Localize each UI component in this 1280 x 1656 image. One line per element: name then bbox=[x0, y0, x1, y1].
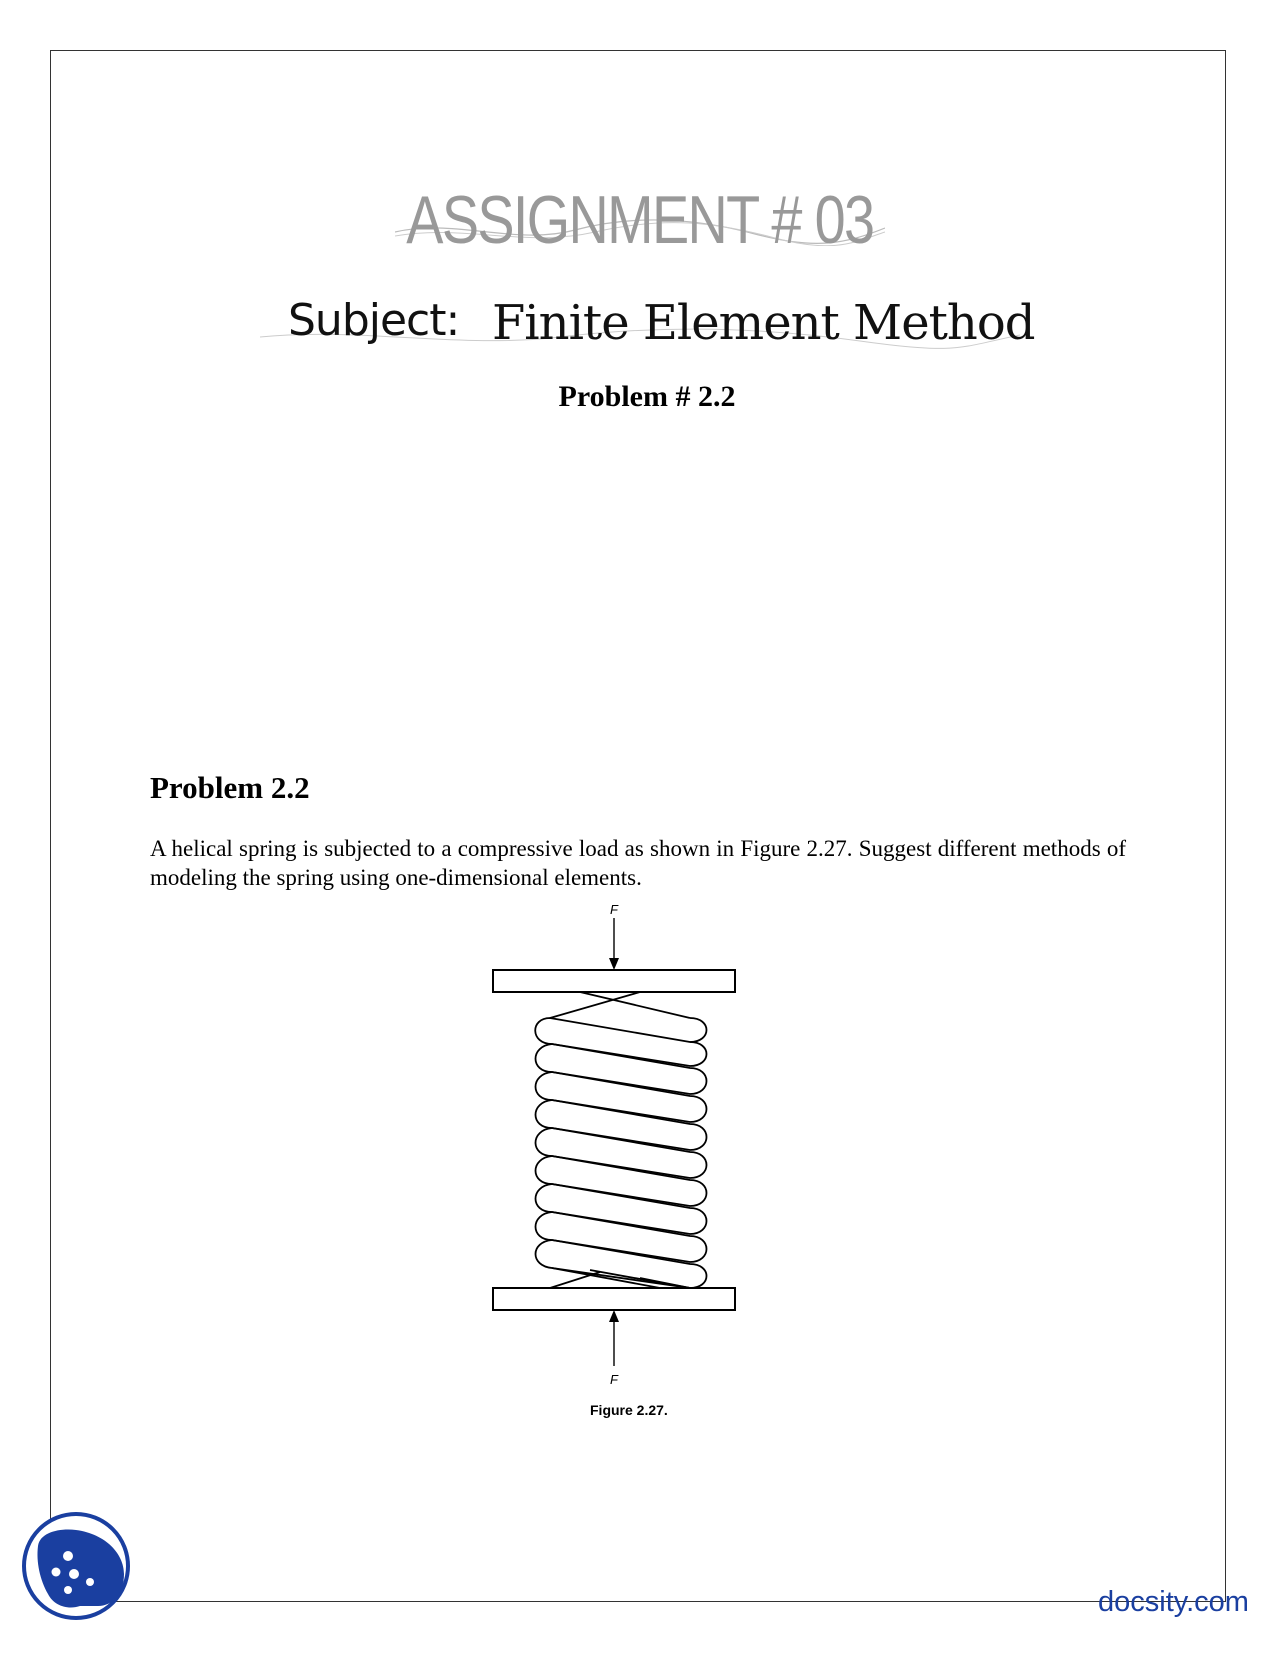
subject-line bbox=[0, 295, 1280, 365]
docsity-watermark[interactable]: docsity.com bbox=[1098, 1586, 1249, 1618]
assignment-title: ASSIGNMENT # 03 bbox=[406, 182, 874, 258]
top-plate bbox=[493, 970, 735, 992]
problem-heading: Problem 2.2 bbox=[150, 770, 310, 805]
subject-label: Subject: bbox=[288, 295, 460, 346]
bottom-plate bbox=[493, 1288, 735, 1310]
force-label-bottom: F bbox=[610, 1372, 618, 1387]
arrowhead-top bbox=[609, 958, 619, 970]
spring-coils bbox=[535, 992, 706, 1288]
problem-number-header: Problem # 2.2 bbox=[558, 380, 736, 413]
force-label-top: F bbox=[610, 902, 618, 917]
arrowhead-bottom bbox=[609, 1310, 619, 1322]
figure-caption: Figure 2.27. bbox=[590, 1402, 668, 1418]
assignment-title-block bbox=[0, 180, 1280, 260]
problem-statement: A helical spring is subjected to a compressive load as shown in Figure 2.27. Suggest different methods of modeling the spring using one-dimensional elements. bbox=[150, 836, 1126, 890]
spring-figure bbox=[490, 896, 790, 1426]
docsity-logo-icon[interactable] bbox=[20, 1510, 132, 1622]
subject-value: Finite Element Method bbox=[492, 295, 1035, 351]
helical-spring-diagram bbox=[490, 896, 790, 1426]
